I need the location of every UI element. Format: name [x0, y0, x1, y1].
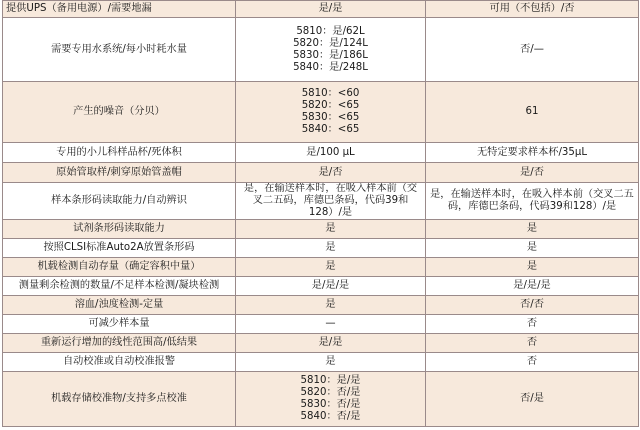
table-row	[3, 220, 639, 239]
value-cell: 是	[236, 296, 426, 315]
table-row	[3, 334, 639, 353]
value-cell: 否	[426, 315, 639, 334]
value-line: 5820：<65	[301, 100, 360, 111]
feature-cell: 试剂条形码读取能力	[3, 220, 236, 239]
feature-cell: 样本条形码读取能力/自动辨识	[3, 183, 236, 220]
value-cell: 是	[236, 353, 426, 372]
value-cell: —	[236, 315, 426, 334]
table-row	[3, 18, 639, 82]
value-cell: 是/是/是	[236, 277, 426, 296]
value-cell: 否/—	[426, 18, 639, 82]
table-row	[3, 1, 639, 18]
value-cell: 是	[236, 239, 426, 258]
feature-cell: 机载存储校准物/支持多点校准	[3, 372, 236, 427]
table-row	[3, 277, 639, 296]
value-line: 5820：是/124L	[293, 37, 368, 49]
value-cell: 是/是	[236, 1, 426, 18]
value-line: 5830：<65	[301, 112, 360, 123]
value-cell: 是	[426, 220, 639, 239]
value-line: 5830：是/186L	[293, 49, 368, 61]
table-row	[3, 315, 639, 334]
feature-cell: 专用的小儿科样品杯/死体积	[3, 143, 236, 163]
table-row	[3, 296, 639, 315]
value-line: 5840：否/是	[300, 411, 361, 422]
table-row	[3, 353, 639, 372]
value-line: 5810：<60	[301, 88, 360, 99]
value-cell: 是/否	[236, 163, 426, 183]
value-cell: 是	[236, 258, 426, 277]
feature-cell: 原始管取样/刺穿原始管盖帽	[3, 163, 236, 183]
value-cell: 否	[426, 353, 639, 372]
table-row	[3, 258, 639, 277]
value-cell: 61	[426, 82, 639, 143]
value-line: 5830：否/是	[300, 399, 361, 410]
feature-cell: 机载检测自动存量（确定容积中量）	[3, 258, 236, 277]
value-cell: 是	[236, 220, 426, 239]
value-cell: 是，在输送样本时，在吸入样本前（交叉二五码，库德巴条码，代码39和128）/是	[426, 183, 639, 220]
table-row	[3, 143, 639, 163]
feature-cell: 需要专用水系统/每小时耗水量	[3, 18, 236, 82]
value-cell: 是，在输送样本时，在吸入样本前（交叉二五码，库德巴条码，代码39和128）/是	[236, 183, 426, 220]
feature-cell: 重新运行增加的线性范围高/低结果	[3, 334, 236, 353]
feature-cell: 自动校准或自动校准报警	[3, 353, 236, 372]
value-line: 5810：是/是	[300, 375, 361, 386]
value-cell	[236, 18, 426, 82]
value-line: 5820：否/是	[300, 387, 361, 398]
table-row	[3, 183, 639, 220]
comparison-table	[2, 0, 639, 427]
feature-cell: 按照CLSI标准Auto2A放置条形码	[3, 239, 236, 258]
value-cell: 否/否	[426, 296, 639, 315]
value-cell	[236, 372, 426, 427]
table-row	[3, 163, 639, 183]
value-cell	[236, 82, 426, 143]
table-row	[3, 82, 639, 143]
value-cell: 是/100 μL	[236, 143, 426, 163]
value-line: 5810：是/62L	[296, 25, 365, 37]
feature-cell: 溶血/浊度检测-定量	[3, 296, 236, 315]
value-cell: 是/是/是	[426, 277, 639, 296]
value-line: 5840：是/248L	[293, 61, 368, 73]
table-row	[3, 239, 639, 258]
feature-cell: 产生的噪音（分贝）	[3, 82, 236, 143]
table-row	[3, 372, 639, 427]
value-cell: 可用（不包括）/否	[426, 1, 639, 18]
feature-cell: 测量剩余检测的数量/不足样本检测/凝块检测	[3, 277, 236, 296]
value-cell: 无特定要求样本杯/35μL	[426, 143, 639, 163]
value-cell: 是/否	[426, 163, 639, 183]
value-cell: 是/是	[236, 334, 426, 353]
value-cell: 否/是	[426, 372, 639, 427]
feature-cell: 提供UPS（备用电源）/需要地漏	[3, 1, 236, 18]
value-cell: 是	[426, 239, 639, 258]
feature-cell: 可减少样本量	[3, 315, 236, 334]
value-line: 5840：<65	[301, 124, 360, 135]
value-cell: 是	[426, 258, 639, 277]
value-cell: 否	[426, 334, 639, 353]
